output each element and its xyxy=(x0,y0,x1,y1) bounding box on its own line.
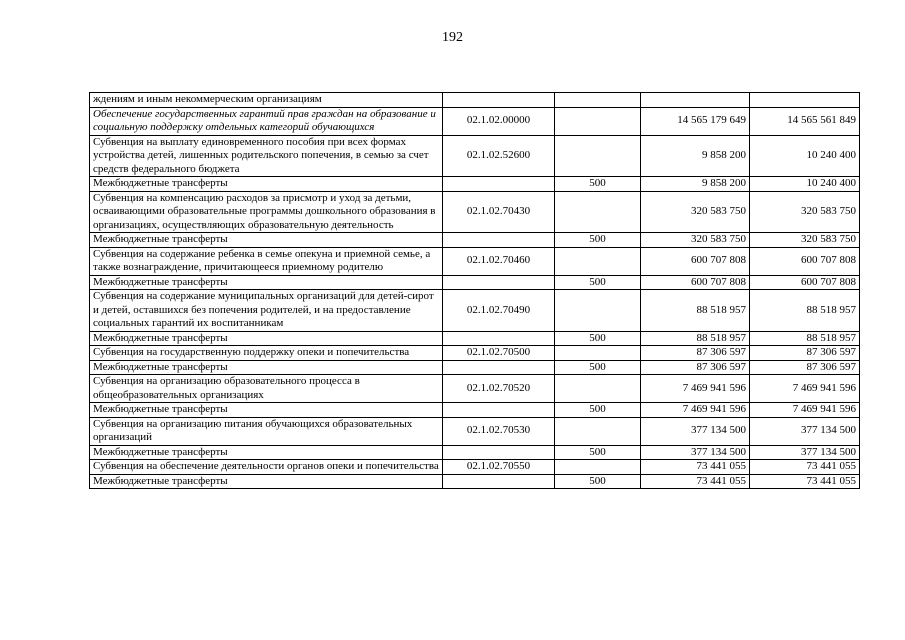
row-expense-type-cell: 500 xyxy=(555,275,641,290)
row-code-cell xyxy=(443,445,555,460)
row-amount-year1-cell: 87 306 597 xyxy=(641,360,750,375)
row-expense-type-cell: 500 xyxy=(555,360,641,375)
row-code-cell: 02.1.02.70460 xyxy=(443,247,555,275)
table-row xyxy=(90,375,860,403)
row-expense-type-cell xyxy=(555,135,641,177)
row-amount-year2-cell: 320 583 750 xyxy=(750,191,860,233)
row-expense-type-cell xyxy=(555,375,641,403)
table-row xyxy=(90,275,860,290)
table-row xyxy=(90,233,860,248)
row-amount-year1-cell xyxy=(641,93,750,108)
row-name-cell: Межбюджетные трансферты xyxy=(90,233,443,248)
row-name-cell: Субвенция на обеспечение деятельности органов опеки и попечительства xyxy=(90,460,443,475)
row-code-cell xyxy=(443,403,555,418)
row-expense-type-cell xyxy=(555,93,641,108)
row-amount-year1-cell: 14 565 179 649 xyxy=(641,107,750,135)
row-amount-year2-cell: 7 469 941 596 xyxy=(750,375,860,403)
table-row xyxy=(90,403,860,418)
row-amount-year2-cell: 320 583 750 xyxy=(750,233,860,248)
row-amount-year2-cell: 600 707 808 xyxy=(750,275,860,290)
budget-table xyxy=(89,92,860,489)
row-amount-year2-cell: 10 240 400 xyxy=(750,135,860,177)
row-expense-type-cell: 500 xyxy=(555,474,641,489)
table-row xyxy=(90,247,860,275)
row-name-cell: Субвенция на содержание муниципальных организаций для детей-сирот и детей, оставшихся без попечения родителей, и на предоставление социальных гарантий их воспитанникам xyxy=(90,290,443,332)
row-amount-year2-cell: 73 441 055 xyxy=(750,460,860,475)
row-amount-year1-cell: 600 707 808 xyxy=(641,247,750,275)
table-row xyxy=(90,177,860,192)
row-code-cell xyxy=(443,360,555,375)
row-amount-year1-cell: 377 134 500 xyxy=(641,445,750,460)
row-expense-type-cell xyxy=(555,417,641,445)
table-row xyxy=(90,346,860,361)
row-expense-type-cell: 500 xyxy=(555,445,641,460)
table-row xyxy=(90,290,860,332)
row-name-cell: Межбюджетные трансферты xyxy=(90,403,443,418)
row-expense-type-cell: 500 xyxy=(555,331,641,346)
row-code-cell: 02.1.02.70520 xyxy=(443,375,555,403)
row-amount-year1-cell: 88 518 957 xyxy=(641,290,750,332)
row-amount-year2-cell: 88 518 957 xyxy=(750,290,860,332)
row-name-cell: Межбюджетные трансферты xyxy=(90,474,443,489)
row-expense-type-cell: 500 xyxy=(555,403,641,418)
table-row xyxy=(90,360,860,375)
row-code-cell: 02.1.02.70500 xyxy=(443,346,555,361)
row-amount-year1-cell: 88 518 957 xyxy=(641,331,750,346)
budget-table-body xyxy=(90,93,860,489)
row-amount-year2-cell: 377 134 500 xyxy=(750,417,860,445)
row-name-cell: Субвенция на организацию питания обучающихся образовательных организаций xyxy=(90,417,443,445)
row-code-cell xyxy=(443,177,555,192)
row-amount-year2-cell: 87 306 597 xyxy=(750,346,860,361)
row-amount-year1-cell: 320 583 750 xyxy=(641,233,750,248)
row-amount-year2-cell: 73 441 055 xyxy=(750,474,860,489)
row-amount-year2-cell xyxy=(750,93,860,108)
row-amount-year1-cell: 87 306 597 xyxy=(641,346,750,361)
row-amount-year2-cell: 7 469 941 596 xyxy=(750,403,860,418)
row-name-cell: Межбюджетные трансферты xyxy=(90,275,443,290)
row-code-cell xyxy=(443,233,555,248)
row-code-cell: 02.1.02.70530 xyxy=(443,417,555,445)
row-expense-type-cell xyxy=(555,290,641,332)
row-name-cell: Субвенция на компенсацию расходов за присмотр и уход за детьми, осваивающими образовательные программы дошкольного образования в организациях, осуществляющих образовательную деятельность xyxy=(90,191,443,233)
row-name-cell: Межбюджетные трансферты xyxy=(90,177,443,192)
table-row xyxy=(90,93,860,108)
table-row xyxy=(90,331,860,346)
row-amount-year2-cell: 10 240 400 xyxy=(750,177,860,192)
row-name-cell: ждениям и иным некоммерческим организациям xyxy=(90,93,443,108)
row-amount-year1-cell: 377 134 500 xyxy=(641,417,750,445)
row-amount-year1-cell: 9 858 200 xyxy=(641,177,750,192)
row-amount-year1-cell: 320 583 750 xyxy=(641,191,750,233)
row-amount-year2-cell: 87 306 597 xyxy=(750,360,860,375)
row-expense-type-cell: 500 xyxy=(555,177,641,192)
row-expense-type-cell xyxy=(555,247,641,275)
row-code-cell: 02.1.02.52600 xyxy=(443,135,555,177)
row-amount-year1-cell: 7 469 941 596 xyxy=(641,375,750,403)
row-amount-year1-cell: 7 469 941 596 xyxy=(641,403,750,418)
row-amount-year1-cell: 73 441 055 xyxy=(641,474,750,489)
row-amount-year1-cell: 73 441 055 xyxy=(641,460,750,475)
row-name-cell: Обеспечение государственных гарантий прав граждан на образование и социальную поддержку отдельных категорий обучающихся xyxy=(90,107,443,135)
table-row xyxy=(90,135,860,177)
row-name-cell: Межбюджетные трансферты xyxy=(90,331,443,346)
row-amount-year2-cell: 14 565 561 849 xyxy=(750,107,860,135)
row-amount-year2-cell: 600 707 808 xyxy=(750,247,860,275)
row-name-cell: Межбюджетные трансферты xyxy=(90,445,443,460)
table-row xyxy=(90,107,860,135)
row-expense-type-cell xyxy=(555,107,641,135)
page-number: 192 xyxy=(442,30,463,45)
row-name-cell: Субвенция на организацию образовательного процесса в общеобразовательных организациях xyxy=(90,375,443,403)
row-code-cell: 02.1.02.70550 xyxy=(443,460,555,475)
table-row xyxy=(90,191,860,233)
row-code-cell xyxy=(443,331,555,346)
row-name-cell: Субвенция на содержание ребенка в семье опекуна и приемной семье, а также вознаграждение, причитающееся приемному родителю xyxy=(90,247,443,275)
row-code-cell: 02.1.02.70490 xyxy=(443,290,555,332)
row-expense-type-cell: 500 xyxy=(555,233,641,248)
row-expense-type-cell xyxy=(555,460,641,475)
row-name-cell: Субвенция на выплату единовременного пособия при всех формах устройства детей, лишенных родительского попечения, в семью за счет средств федерального бюджета xyxy=(90,135,443,177)
row-code-cell xyxy=(443,275,555,290)
row-name-cell: Межбюджетные трансферты xyxy=(90,360,443,375)
row-amount-year2-cell: 88 518 957 xyxy=(750,331,860,346)
row-amount-year1-cell: 9 858 200 xyxy=(641,135,750,177)
table-row xyxy=(90,460,860,475)
row-name-cell: Субвенция на государственную поддержку опеки и попечительства xyxy=(90,346,443,361)
row-amount-year2-cell: 377 134 500 xyxy=(750,445,860,460)
row-code-cell xyxy=(443,474,555,489)
table-row xyxy=(90,474,860,489)
row-code-cell: 02.1.02.00000 xyxy=(443,107,555,135)
row-amount-year1-cell: 600 707 808 xyxy=(641,275,750,290)
row-expense-type-cell xyxy=(555,191,641,233)
row-code-cell xyxy=(443,93,555,108)
table-row xyxy=(90,417,860,445)
table-row xyxy=(90,445,860,460)
row-code-cell: 02.1.02.70430 xyxy=(443,191,555,233)
row-expense-type-cell xyxy=(555,346,641,361)
